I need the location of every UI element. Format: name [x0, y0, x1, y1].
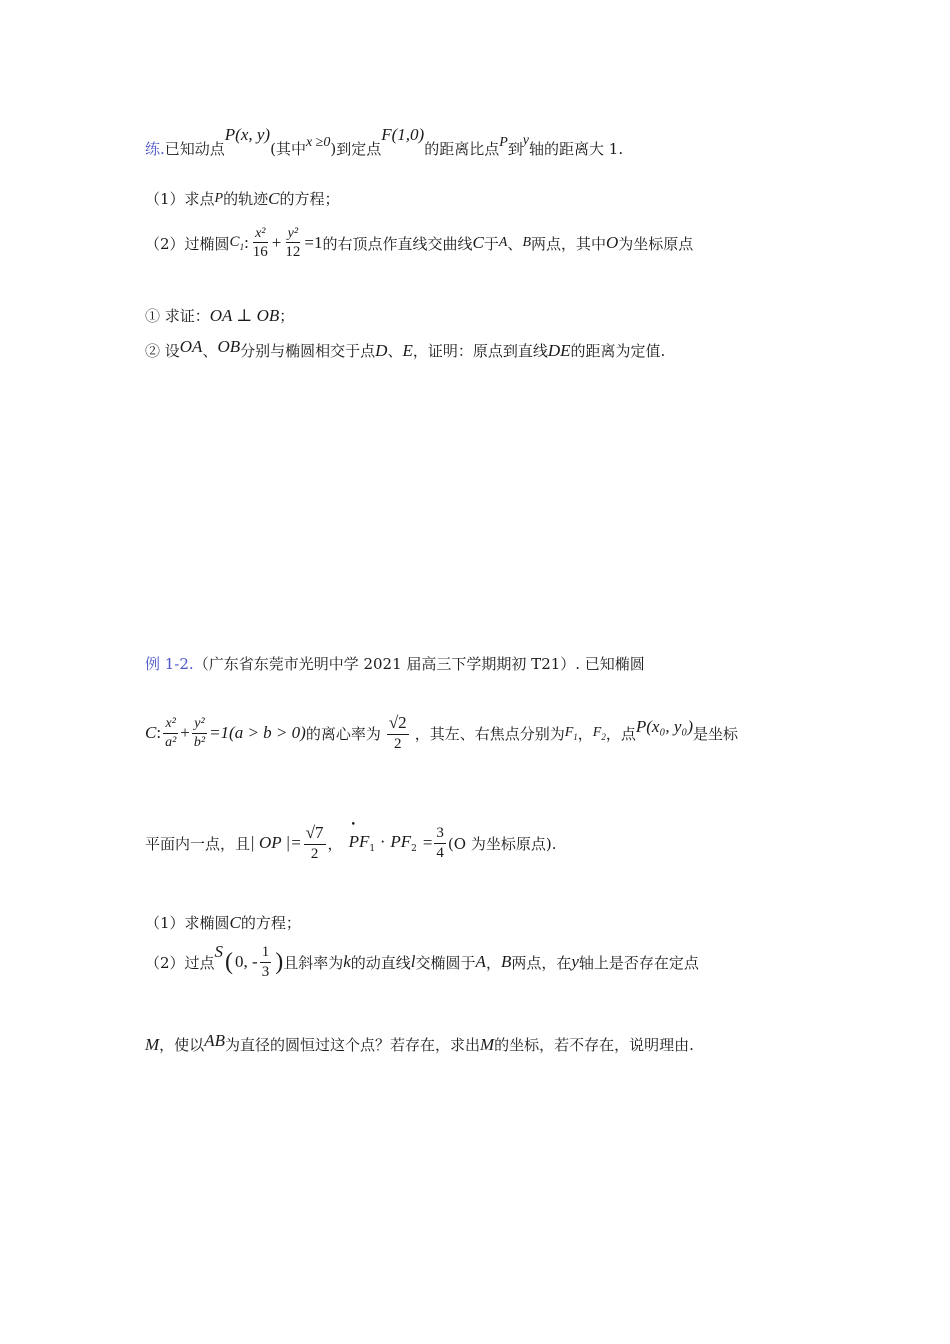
text: （1）求点 — [145, 190, 215, 208]
vector-mark: • — [350, 820, 356, 831]
numerator: x² — [253, 226, 267, 243]
fraction — [192, 716, 207, 750]
math-point-P: P(x, y) — [224, 124, 271, 144]
text: 的离心率为 — [305, 724, 381, 743]
math-k: k — [343, 952, 351, 971]
example-line-2 — [145, 820, 557, 862]
text: （广东省东莞市光明中学 2021 届高三下学期期初 T21）. 已知椭圆 — [193, 655, 645, 673]
text: ，证明：原点到直线 — [412, 342, 548, 360]
left-paren: ( — [225, 948, 234, 975]
text: （2）过椭圆 — [145, 234, 230, 253]
text: ，点 — [605, 724, 636, 743]
math-C1 — [230, 234, 245, 252]
numerator: 3 — [434, 825, 446, 844]
numerator: √7 — [304, 824, 326, 845]
text: ，其左、右焦点分别为 — [414, 724, 565, 743]
text: 分别与椭圆相交于点 — [240, 342, 376, 360]
example-question-2 — [145, 944, 699, 980]
example-question-1 — [145, 912, 301, 933]
denominator: b² — [193, 734, 206, 750]
symbol: F — [592, 724, 602, 740]
denominator: 2 — [394, 735, 402, 752]
math-coords: 0, - — [235, 952, 258, 971]
math-D: D — [375, 340, 388, 360]
dot: · — [379, 832, 386, 852]
denominator: 2 — [310, 845, 319, 862]
text: 的距离为定值. — [570, 342, 666, 360]
question-2 — [145, 226, 693, 261]
math-A: A — [498, 235, 508, 251]
numerator: √2 — [387, 714, 409, 735]
fraction — [434, 825, 446, 861]
colon: : — [156, 723, 162, 743]
math-l: l — [410, 952, 416, 971]
math-AB: AB — [204, 1030, 225, 1050]
numerator: y² — [192, 716, 206, 733]
math-condition: x ≥0 — [305, 134, 331, 150]
claim-1 — [145, 305, 294, 326]
text: ① 求证： — [145, 307, 210, 325]
denominator: 3 — [261, 963, 270, 980]
text: 且斜率为 — [283, 953, 344, 972]
symbol: F — [564, 724, 574, 740]
text: ② 设 — [145, 342, 180, 360]
math-M: M — [479, 1034, 495, 1054]
math-F1 — [565, 725, 578, 742]
plus: + — [271, 233, 282, 253]
math-dot-product — [348, 820, 417, 855]
fraction-eccentricity — [387, 714, 409, 752]
symbol: C — [229, 234, 240, 251]
text: 的动直线 — [350, 953, 411, 972]
math-S: S — [214, 942, 224, 961]
text: ； — [279, 307, 295, 325]
example-question-2-continued — [145, 1030, 694, 1055]
example-line-1 — [145, 714, 738, 752]
math-abs-OP: | OP |= — [250, 833, 302, 853]
fraction — [260, 944, 272, 980]
denominator: a² — [165, 734, 177, 750]
math-C: C — [229, 912, 241, 932]
math-DE: DE — [547, 340, 571, 360]
math-y: y — [571, 952, 579, 971]
text: 平面内一点，且 — [145, 834, 251, 853]
subscript: 2 — [601, 731, 606, 742]
fraction — [251, 226, 270, 261]
practice-problem-statement — [145, 124, 624, 159]
symbol: PF — [390, 832, 412, 852]
claim-2 — [145, 336, 666, 361]
text: （2）过点 — [145, 953, 215, 972]
text: 的距离比点 — [424, 140, 500, 158]
text: ， — [327, 834, 343, 853]
math-C: C — [472, 233, 484, 253]
problem-label: 练. — [145, 140, 165, 158]
math-point-P0: P(x₀, y₀) — [635, 717, 693, 737]
math-B: B — [500, 952, 512, 971]
fraction — [163, 716, 178, 750]
subscript: 1 — [239, 242, 245, 253]
text: 、 — [387, 342, 403, 360]
text: ， — [485, 953, 501, 972]
symbol: PF — [348, 832, 370, 852]
text: (其中 — [270, 140, 306, 158]
math-OA: OA — [179, 336, 203, 356]
numerator: 1 — [260, 944, 272, 963]
math-C: C — [268, 188, 280, 208]
math-y: y — [522, 132, 530, 148]
math-P: P — [214, 190, 224, 206]
text: 的右顶点作直线交曲线 — [322, 234, 473, 253]
colon: : — [244, 233, 249, 253]
fraction — [283, 226, 302, 261]
numerator: y² — [286, 226, 300, 243]
text: （1）求椭圆 — [145, 914, 230, 932]
question-1 — [145, 188, 339, 209]
math-perpendicular: OA ⊥ OB — [209, 305, 280, 325]
text: 两点，在 — [511, 953, 572, 972]
text: ， — [577, 724, 593, 743]
math-F2 — [593, 725, 606, 742]
text: 两点，其中 — [531, 234, 607, 253]
text: 于 — [483, 234, 499, 253]
math-E: E — [402, 340, 413, 360]
text: 到 — [507, 140, 523, 158]
math-OB: OB — [217, 336, 241, 356]
math-O: O — [606, 233, 619, 253]
example-header — [145, 653, 645, 674]
math-B: B — [522, 235, 531, 251]
text: 、 — [202, 342, 218, 360]
text: 的坐标，若不存在，说明理由. — [494, 1036, 694, 1054]
subscript: 2 — [411, 844, 417, 855]
text: 交椭圆于 — [415, 953, 476, 972]
text: 的方程； — [279, 190, 340, 208]
numerator: x² — [163, 716, 177, 733]
example-label: 例 1-2. — [145, 655, 194, 673]
equals-one: =1 — [304, 233, 323, 253]
equals: = — [422, 833, 433, 853]
text: 已知动点 — [164, 140, 225, 158]
math-M: M — [145, 1034, 160, 1054]
math-A: A — [475, 952, 486, 971]
math-condition: =1(a > b > 0) — [209, 723, 306, 743]
fraction — [304, 824, 326, 862]
text: 是坐标 — [692, 724, 738, 743]
plus: + — [180, 723, 190, 743]
text: 为直径的圆恒过这个点？若存在，求出 — [224, 1036, 480, 1054]
denominator: 16 — [252, 244, 268, 261]
denominator: 12 — [285, 244, 301, 261]
text: 的轨迹 — [223, 190, 269, 208]
subscript: 1 — [573, 731, 578, 742]
math-C: C — [145, 723, 157, 743]
right-paren: ) — [275, 948, 284, 975]
text: )到定点 — [330, 140, 382, 158]
text: (O 为坐标原点). — [447, 834, 557, 853]
text: 轴上是否存在定点 — [578, 953, 699, 972]
math-point-F: F(1,0) — [381, 124, 425, 144]
text: 为坐标原点 — [618, 234, 694, 253]
text: ，使以 — [159, 1036, 205, 1054]
text: 轴的距离大 1. — [529, 140, 624, 158]
subscript: 1 — [369, 844, 376, 855]
text: 的方程； — [240, 914, 301, 932]
text: 、 — [507, 234, 523, 253]
denominator: 4 — [436, 844, 444, 861]
math-P: P — [499, 134, 508, 150]
